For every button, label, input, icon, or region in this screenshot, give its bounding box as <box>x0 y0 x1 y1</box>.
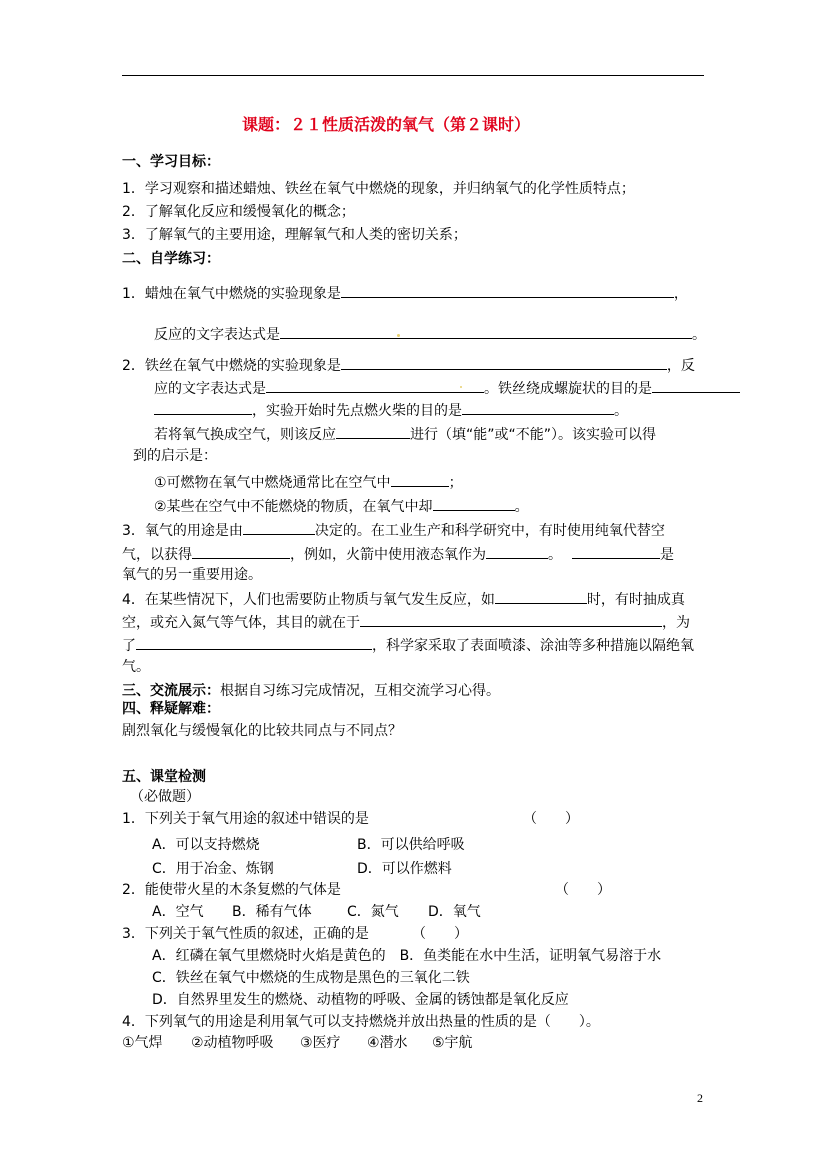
punctuation: ， <box>673 286 688 302</box>
question-text: 2．铁丝在氧气中燃烧的实验现象是 <box>122 358 341 374</box>
question-text: ②某些在空气中不能燃烧的物质，在氧气中却 <box>154 499 433 515</box>
answer-blank[interactable] <box>336 424 410 439</box>
punctuation: 。 <box>614 403 628 419</box>
question-4-line-4: 气。 <box>122 659 150 675</box>
answer-blank[interactable] <box>266 378 484 393</box>
answer-paren[interactable]: （ ） <box>555 882 611 898</box>
answer-blank[interactable] <box>341 355 667 370</box>
answer-blank[interactable] <box>572 544 660 559</box>
section-heading-exchange: 三、交流展示： <box>122 683 220 699</box>
answer-blank[interactable] <box>495 589 587 604</box>
question-2-line-5: 到的启示是： <box>133 448 217 464</box>
question-text: 时，有时抽成真 <box>586 592 685 608</box>
punctuation: 。 <box>514 499 529 515</box>
question-4-line-1 <box>122 589 685 609</box>
answer-blank[interactable] <box>192 544 290 559</box>
question-text: 决定的。在工业生产和科学研究中，有时使用纯氧代替空 <box>314 523 665 539</box>
answer-paren[interactable]: （ ） <box>523 811 579 827</box>
answer-paren[interactable]: （ ） <box>412 926 468 942</box>
question-1-line-1 <box>122 283 688 303</box>
question-text: 。铁丝绕成螺旋状的目的是 <box>484 381 652 397</box>
question-3-line-3: 氧气的另一重要用途。 <box>122 567 262 583</box>
question-2-line-6 <box>154 472 463 492</box>
goal-item: 2．了解氧化反应和缓慢氧化的概念； <box>122 204 355 220</box>
option-c[interactable]: C．用于冶金、炼钢 <box>152 861 274 877</box>
page-title: 课题：２１性质活泼的氧气（第２课时） <box>242 115 531 134</box>
goal-item: 1．学习观察和描述蜡烛、铁丝在氧气中燃烧的现象，并归纳氧气的化学性质特点； <box>122 181 635 197</box>
question-text: 进行（填“能”或“不能”）。该实验可以得 <box>410 427 657 443</box>
question-3-line-2 <box>122 544 674 564</box>
question-4-line-3 <box>122 635 694 655</box>
question-text: 应的文字表达式是 <box>154 381 266 397</box>
question-text: 若将氧气换成空气，则该反应 <box>154 427 336 443</box>
section-exchange <box>122 682 500 700</box>
question-text: 1．蜡烛在氧气中燃烧的实验现象是 <box>122 286 341 302</box>
answer-blank[interactable] <box>136 635 372 650</box>
question-text: 空，或充入氮气等气体，其目的就在于 <box>122 615 360 631</box>
option-d[interactable]: D．氧气 <box>428 904 481 920</box>
answer-blank[interactable] <box>243 520 315 535</box>
stray-dot <box>460 386 462 388</box>
question-2-line-2 <box>154 378 740 398</box>
answer-blank[interactable] <box>462 400 614 415</box>
question-text: ①可燃物在氧气中燃烧通常比在空气中 <box>154 475 391 491</box>
option-ab[interactable]: A．红磷在氧气里燃烧时火焰是黄色的 B．鱼类能在水中生活，证明氧气易溶于水 <box>152 948 662 964</box>
answer-blank[interactable] <box>341 283 674 298</box>
question-text: 4．在某些情况下，人们也需要防止物质与氧气发生反应，如 <box>122 592 495 608</box>
answer-blank[interactable] <box>652 378 740 393</box>
answer-blank[interactable] <box>360 612 662 627</box>
section-heading-check: 五、课堂检测 <box>122 769 206 785</box>
punctuation: ； <box>448 475 463 491</box>
page-number: 2 <box>697 1091 703 1105</box>
option-a[interactable]: A．可以支持燃烧 <box>152 837 260 853</box>
section-text: 根据自习练习完成情况，互相交流学习心得。 <box>220 683 500 699</box>
question-text: ，科学家采取了表面喷漆、涂油等多种措施以隔绝氧 <box>372 638 694 654</box>
question-2-line-7 <box>154 496 529 516</box>
question-text: 是 <box>660 547 674 563</box>
answer-blank[interactable] <box>391 472 449 487</box>
question-text: 气，以获得 <box>122 547 192 563</box>
answer-blank[interactable] <box>486 544 548 559</box>
question-text: ，实验开始时先点燃火柴的目的是 <box>252 403 462 419</box>
question-text: ，反 <box>666 358 695 374</box>
header-rule <box>122 75 704 76</box>
answer-blank[interactable] <box>154 400 252 415</box>
question-3-line-1 <box>122 520 665 540</box>
question-text: ，为 <box>662 615 690 631</box>
mc-question-1: 1．下列关于氧气用途的叙述中错误的是 <box>122 811 369 827</box>
question-text: 了 <box>122 638 136 654</box>
question-text: ，例如，火箭中使用液态氧作为 <box>290 547 486 563</box>
option-b[interactable]: B．稀有气体 <box>232 904 312 920</box>
option-c[interactable]: C．铁丝在氧气中燃烧的生成物是黑色的三氧化二铁 <box>152 970 470 986</box>
answer-blank[interactable] <box>280 324 692 339</box>
option-d[interactable]: D．自然界里发生的燃烧、动植物的呼吸、金属的锈蚀都是氧化反应 <box>152 992 569 1008</box>
punctuation: 。 <box>692 327 706 343</box>
goal-item: 3．了解氧气的主要用途，理解氧气和人类的密切关系； <box>122 227 467 243</box>
option-d[interactable]: D．可以作燃料 <box>357 861 452 877</box>
mc-question-2: 2．能使带火星的木条复燃的气体是 <box>122 882 341 898</box>
option-2[interactable]: ②动植物呼吸 <box>191 1035 274 1051</box>
option-a[interactable]: A．空气 <box>152 904 204 920</box>
section-heading-self-study: 二、自学练习： <box>122 251 220 267</box>
mc-question-3: 3．下列关于氧气性质的叙述，正确的是 <box>122 926 369 942</box>
question-2-line-1 <box>122 355 695 375</box>
option-4[interactable]: ④潜水 <box>367 1035 408 1051</box>
section-text: 剧烈氧化与缓慢氧化的比较共同点与不同点？ <box>122 723 402 739</box>
question-2-line-4 <box>154 424 656 444</box>
question-4-line-2 <box>122 612 690 632</box>
option-b[interactable]: B．可以供给呼吸 <box>357 837 465 853</box>
question-text: 反应的文字表达式是 <box>154 327 280 343</box>
question-text: 3．氧气的用途是由 <box>122 523 243 539</box>
question-1-line-2 <box>154 324 706 344</box>
section-heading-goals: 一、学习目标： <box>122 154 220 170</box>
stray-dot <box>397 334 400 337</box>
question-2-line-3 <box>154 400 628 420</box>
section-heading-questions: 四、释疑解难： <box>122 701 220 717</box>
option-c[interactable]: C．氮气 <box>347 904 399 920</box>
punctuation: 。 <box>548 547 562 563</box>
answer-blank[interactable] <box>433 496 515 511</box>
required-label: （必做题） <box>130 789 200 805</box>
option-3[interactable]: ③医疗 <box>300 1035 341 1051</box>
mc-question-4: 4．下列氧气的用途是利用氧气可以支持燃烧并放出热量的性质的是（ ）。 <box>122 1014 600 1030</box>
option-1[interactable]: ①气焊 <box>122 1035 163 1051</box>
option-5[interactable]: ⑤宇航 <box>432 1035 473 1051</box>
